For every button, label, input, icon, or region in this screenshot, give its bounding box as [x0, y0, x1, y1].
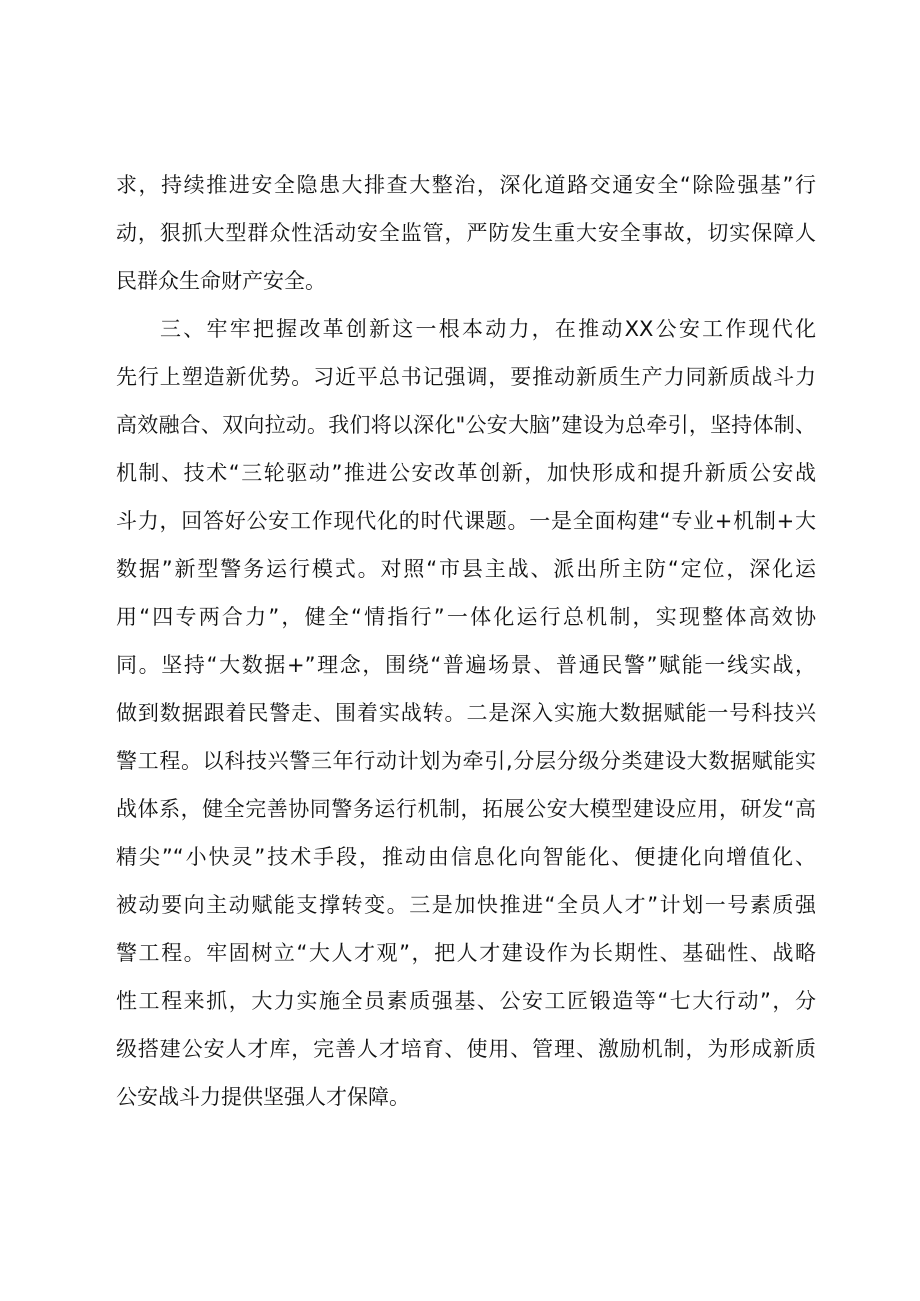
text-line: 级搭建公安人才库，完善人才培育、使用、管理、激励机制，为形成新质 — [116, 1037, 816, 1061]
text-line: 求，持续推进安全隐患大排查大整治，深化道路交通安全“除险强基”行 — [116, 173, 816, 197]
text-line: 数据”新型警务运行模式。对照“市县主战、派出所主防“定位，深化运 — [116, 557, 816, 581]
text-line: 同。坚持“大数据+”理念，围绕“普遍场景、普通民警”赋能一线实战， — [116, 653, 816, 677]
text-line: 警工程。以科技兴警三年行动计划为牵引,分层分级分类建设大数据赋能实 — [116, 749, 816, 773]
section-heading-line: 三、牢牢把握改革创新这一根本动力，在推动XX公安工作现代化 — [160, 317, 816, 341]
text-line: 精尖”“小快灵”技术手段，推动由信息化向智能化、便捷化向增值化、 — [116, 845, 816, 869]
text-line: 做到数据跟着民警走、围着实战转。二是深入实施大数据赋能一号科技兴 — [116, 701, 816, 725]
text-line: 警工程。牢固树立“大人才观”，把人才建设作为长期性、基础性、战略 — [116, 941, 816, 965]
text-line: 高效融合、双向拉动。我们将以深化"公安大脑”建设为总牵引，坚持体制、 — [116, 413, 816, 437]
text-line: 先行上塑造新优势。习近平总书记强调，要推动新质生产力同新质战斗力 — [116, 365, 816, 389]
text-line: 机制、技术“三轮驱动”推进公安改革创新，加快形成和提升新质公安战 — [116, 461, 816, 485]
text-line: 斗力，回答好公安工作现代化的时代课题。一是全面构建“专业+机制+大 — [116, 509, 816, 533]
text-line: 用“四专两合力”，健全“情指行”一体化运行总机制，实现整体高效协 — [116, 605, 816, 629]
text-line: 公安战斗力提供坚强人才保障。 — [116, 1085, 410, 1109]
text-line: 战体系，健全完善协同警务运行机制，拓展公安大模型建设应用，研发“高 — [116, 797, 816, 821]
text-line: 民群众生命财产安全。 — [116, 269, 326, 293]
text-line: 动，狠抓大型群众性活动安全监管，严防发生重大安全事故，切实保障人 — [116, 221, 816, 245]
text-line: 被动要向主动赋能支撑转变。三是加快推进“全员人才”计划一号素质强 — [116, 893, 816, 917]
text-line: 性工程来抓，大力实施全员素质强基、公安工匠锻造等“七大行动”，分 — [116, 989, 816, 1013]
